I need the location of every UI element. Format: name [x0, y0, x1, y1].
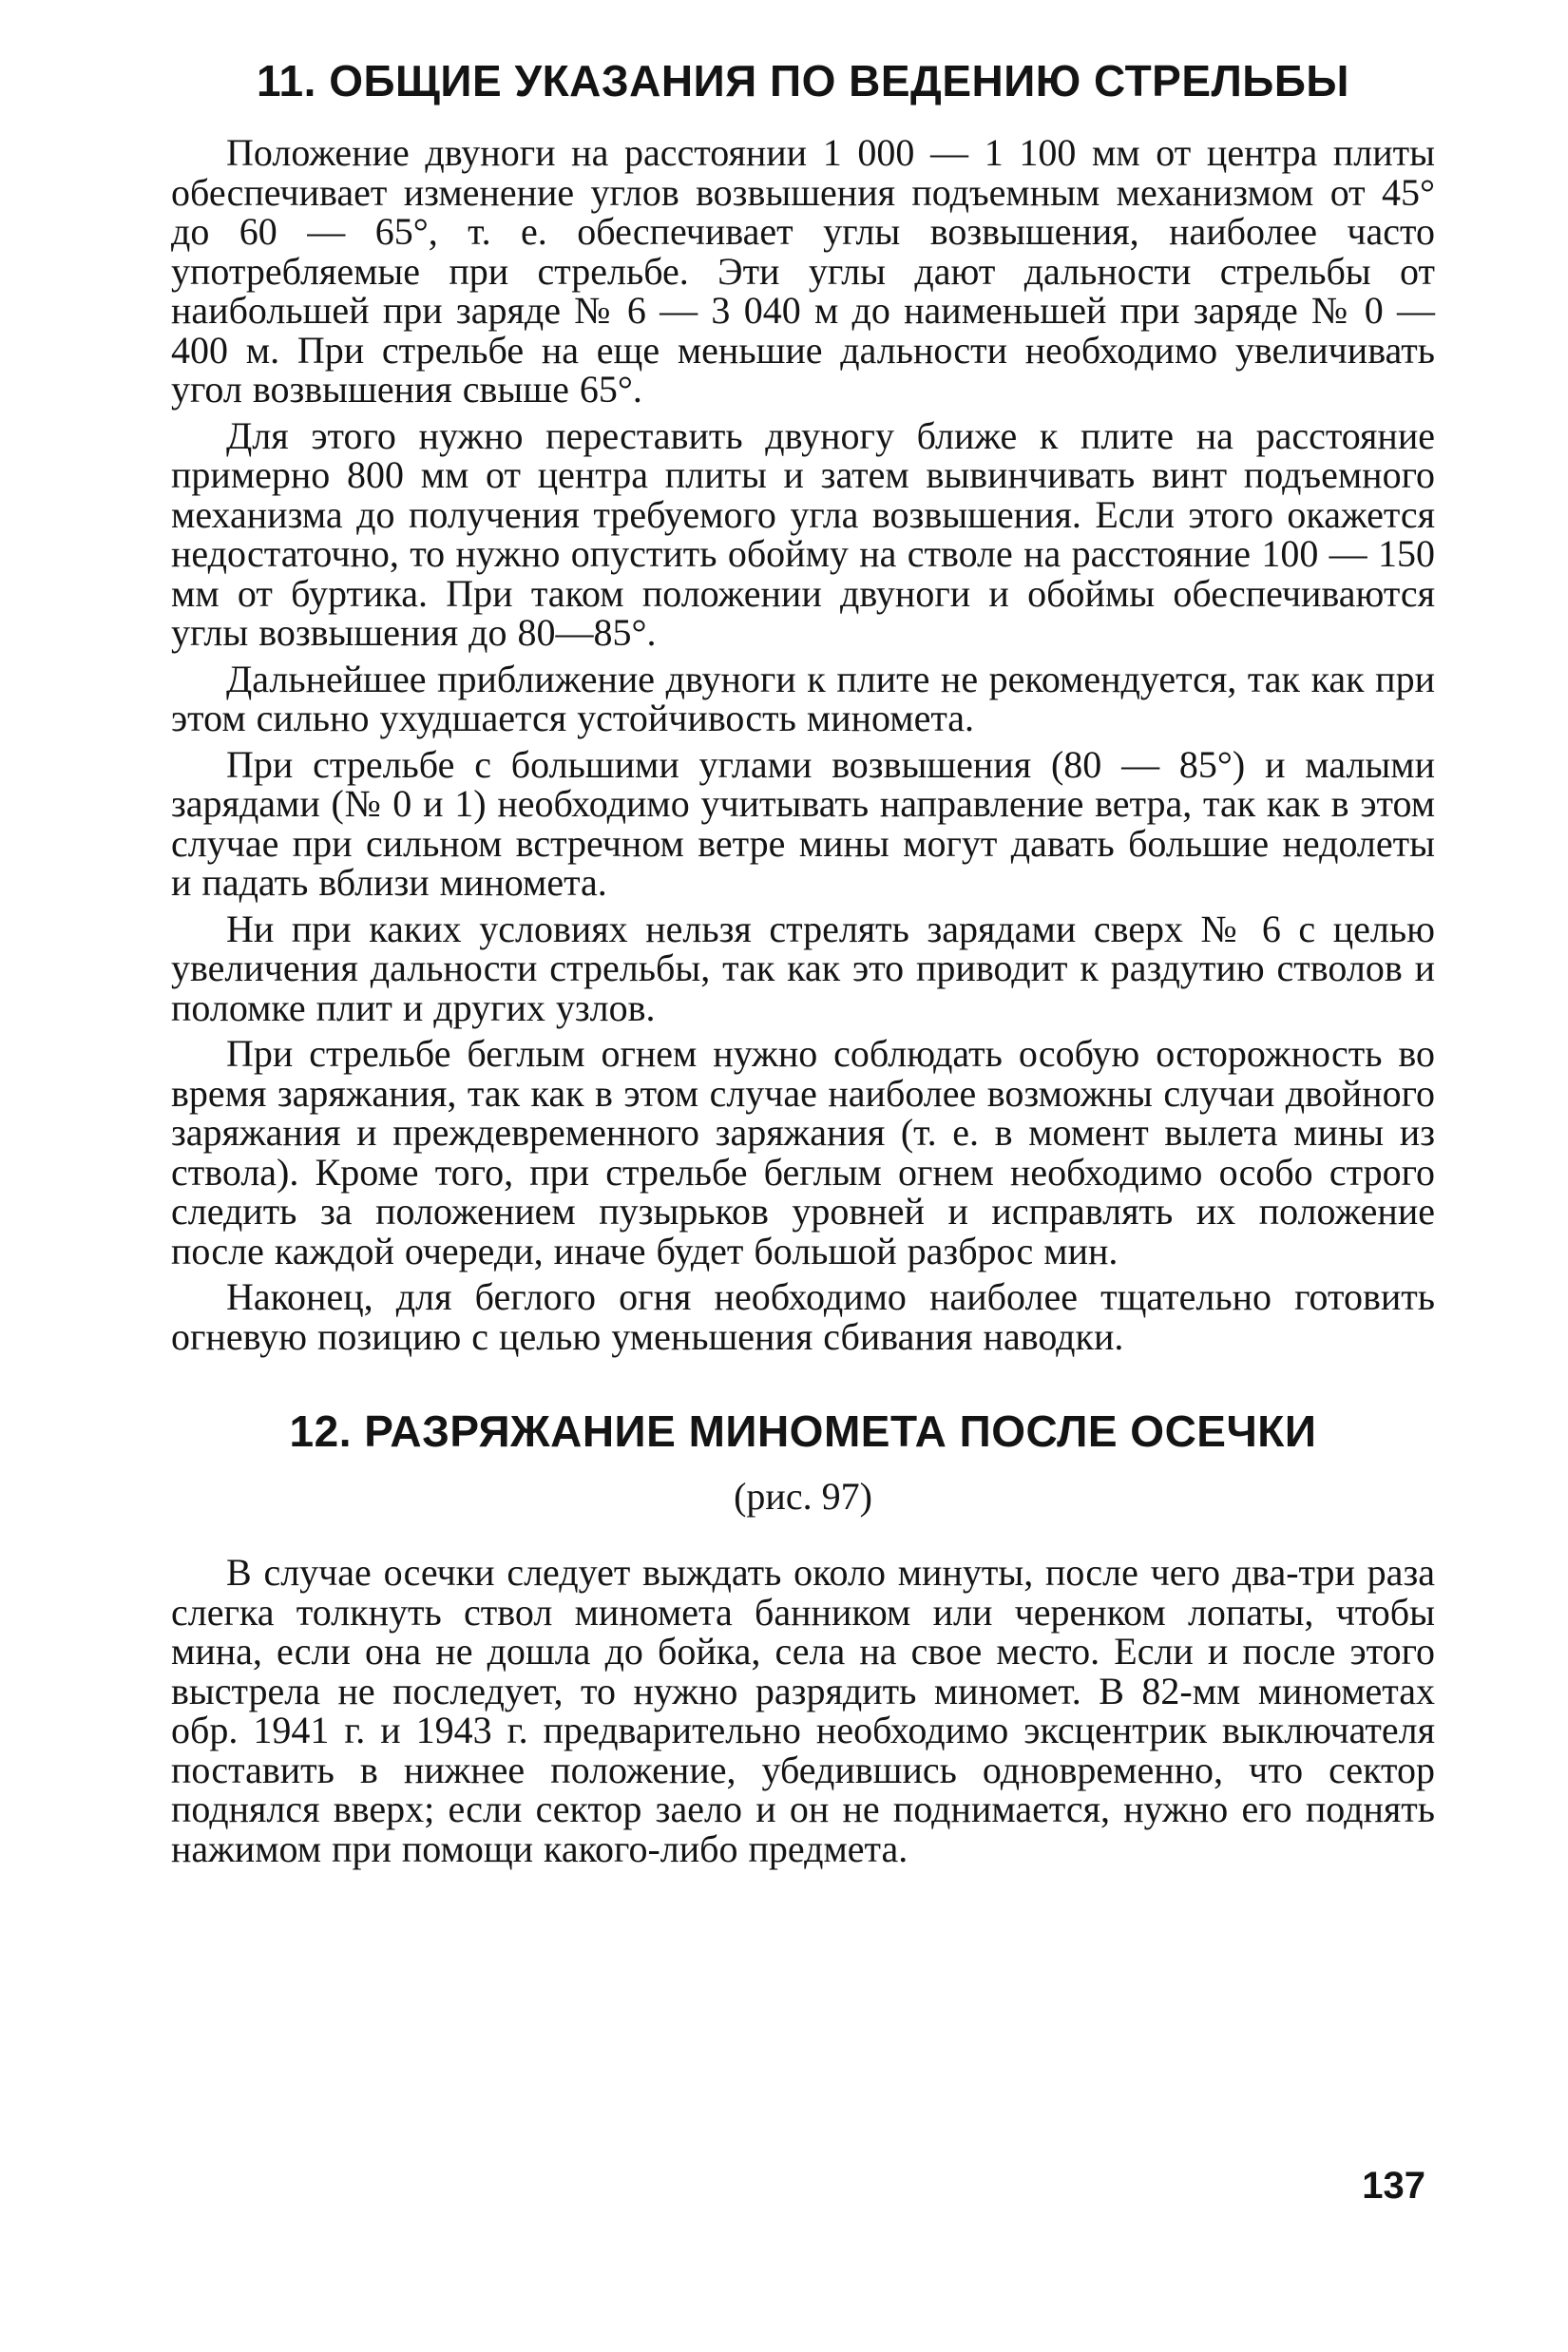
book-page	[171, 55, 1435, 1868]
section-11-paragraph: При стрельбе беглым огнем нужно соблюдать особую осторожность во время заряжания, так как в этом случае наиболее возможны случаи двойного заряжания и преждевременного заряжания (т. е. в момент вылета мины из ствола). Кроме того, при стрельбе беглым огнем необходимо особо строго следить за положением пузырьков уровней и исправлять их положение после каждой очереди, иначе будет большой разброс мин.	[171, 1032, 1435, 1272]
page-number: 137	[1362, 2165, 1425, 2207]
section-12-title: 12. РАЗРЯЖАНИЕ МИНОМЕТА ПОСЛЕ ОСЕЧКИ	[289, 1406, 1317, 1456]
section-11-paragraph: Наконец, для беглого огня необходимо наиболее тщательно готовить огневую позицию с целью уменьшения сбивания наводки.	[171, 1275, 1435, 1358]
section-12-paragraph: В случае осечки следует выждать около минуты, после чего два-три раза слегка толкнуть ствол миномета банником или черенком лопаты, чтобы мина, если она не дошла до бойка, села на свое место. Если и после этого выстрела не последует, то нужно разрядить миномет. В 82-мм минометах обр. 1941 г. и 1943 г. предварительно необходимо эксцентрик выключателя поставить в нижнее положение, убедившись одновременно, что сектор поднялся вверх; если сектор заело и он не поднимается, нужно его поднять нажимом при помощи какого-либо предмета.	[171, 1551, 1435, 1870]
section-11-paragraph: Дальнейшее приближение двуноги к плите не рекомендуется, так как при этом сильно ухудшается устойчивость миномета.	[171, 657, 1435, 739]
section-11-paragraph: Для этого нужно переставить двуногу ближе к плите на расстояние примерно 800 мм от центра плиты и затем вывинчивать винт подъемного механизма до получения требуемого угла возвышения. Если этого окажется недостаточно, то нужно опустить обойму на стволе на расстояние 100 — 150 мм от буртика. При таком положении двуноги и обоймы обеспечиваются углы возвышения до 80—85°.	[171, 413, 1435, 654]
section-11-paragraph: При стрельбе с большими углами возвышения (80 — 85°) и малыми зарядами (№ 0 и 1) необходимо учитывать направление ветра, так как в этом случае при сильном встречном ветре мины могут давать большие недолеты и падать вблизи миномета.	[171, 742, 1435, 904]
section-11-paragraph: Ни при каких условиях нельзя стрелять зарядами сверх № 6 с целью увеличения дальности стрельбы, так как это приводит к раздутию стволов и поломке плит и других узлов.	[171, 907, 1435, 1029]
section-11-title: 11. ОБЩИЕ УКАЗАНИЯ ПО ВЕДЕНИЮ СТРЕЛЬБЫ	[257, 56, 1349, 105]
figure-reference: (рис. 97)	[734, 1475, 872, 1518]
section-11-paragraph: Положение двуноги на расстоянии 1 000 — 1 100 мм от центра плиты обеспечивает изменение углов возвышения подъемным механизмом от 45° до 60 — 65°, т. е. обеспечивает углы возвышения, наиболее часто употребляемые при стрельбе. Эти углы дают дальности стрельбы от наибольшей при заряде № 6 — 3 040 м до наименьшей при заряде № 0 — 400 м. При стрельбе на еще меньшие дальности необходимо увеличивать угол возвышения свыше 65°.	[171, 131, 1435, 411]
